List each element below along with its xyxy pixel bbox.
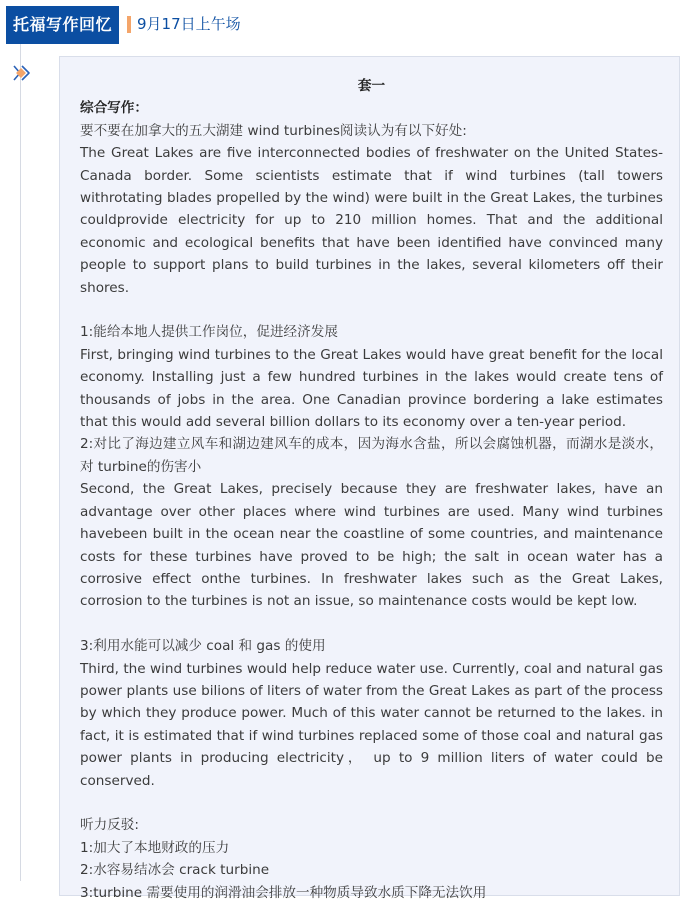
spacer	[80, 613, 663, 635]
point1-paragraph: First, bringing wind turbines to the Great Lakes would have great benefit for the local economy. Installing just a few hundred turbines in the lakes would create tens of thousands of jobs in the area. One Canadian province bordering a lake estimates that this would add several billion dollars to its economy over a ten-year period.	[80, 346, 663, 431]
header-subtitle: 9月17日上午场	[137, 15, 241, 33]
intro-paragraph: The Great Lakes are five interconnected bodies of freshwater on the United States-Canada border. Some scientists estimate that if wind turbines (tall towers withrotating blades propelled by the wind) were built in the Great Lakes, the turbines couldprovide electricity for up to 210 million homes. That and the additional economic and ecological benefits that have been identified have convinced many people to support plans to build turbines in the lakes, several kilometers off their shores.	[80, 145, 663, 296]
card-body	[80, 75, 663, 904]
spacer	[80, 299, 663, 321]
point3-heading: 3:利用水能可以减少 coal 和 gas 的使用	[80, 638, 326, 655]
spacer	[80, 792, 663, 814]
timeline-line	[20, 44, 21, 881]
rebuttal-item: 1:加大了本地财政的压力	[80, 839, 230, 856]
listening-label: 听力反驳:	[80, 817, 139, 834]
rebuttal-item: 2:水容易结冰会 crack turbine	[80, 862, 270, 879]
question-text: 要不要在加拿大的五大湖建 wind turbines阅读认为有以下好处:	[80, 122, 467, 139]
card-title: 套一	[357, 78, 386, 94]
header-accent-bar	[127, 16, 131, 33]
point2-heading: 2:对比了海边建立风车和湖边建风车的成本，因为海水含盐，所以会腐蚀机器，而湖水是淡水，对 turbine的伤害小	[80, 436, 663, 475]
header-tag: 托福写作回忆	[6, 6, 119, 44]
timeline-node-icon	[10, 62, 32, 84]
point2-paragraph: Second, the Great Lakes, precisely because they are freshwater lakes, have an advantage over other places where wind turbines are used. Many wind turbines havebeen built in the ocean near the coastline of some countries, and maintenance costs for these turbines have proved to be high; the salt in ocean water has a corrosive effect onthe turbines. In freshwater lakes such as the Great Lakes, corrosion to the turbines is not an issue, so maintenance costs would be kept low.	[80, 481, 663, 610]
point1-heading: 1:能给本地人提供工作岗位，促进经济发展	[80, 324, 338, 341]
point3-paragraph: Third, the wind turbines would help reduce water use. Currently, coal and natural gas power plants use bilions of liters of water from the Great Lakes as part of the process by which they produce power. Much of this water cannot be returned to the lakes. in fact, it is estimated that if wind turbines replaced some of those coal and natural gas power plants in producing electricity， up to 9 million liters of water could be conserved.	[80, 660, 663, 789]
section-label: 综合写作：	[80, 100, 148, 117]
rebuttal-item: 3:turbine 需要使用的润滑油会排放一种物质导致水质下降无法饮用	[80, 884, 487, 901]
content-card	[59, 56, 680, 901]
